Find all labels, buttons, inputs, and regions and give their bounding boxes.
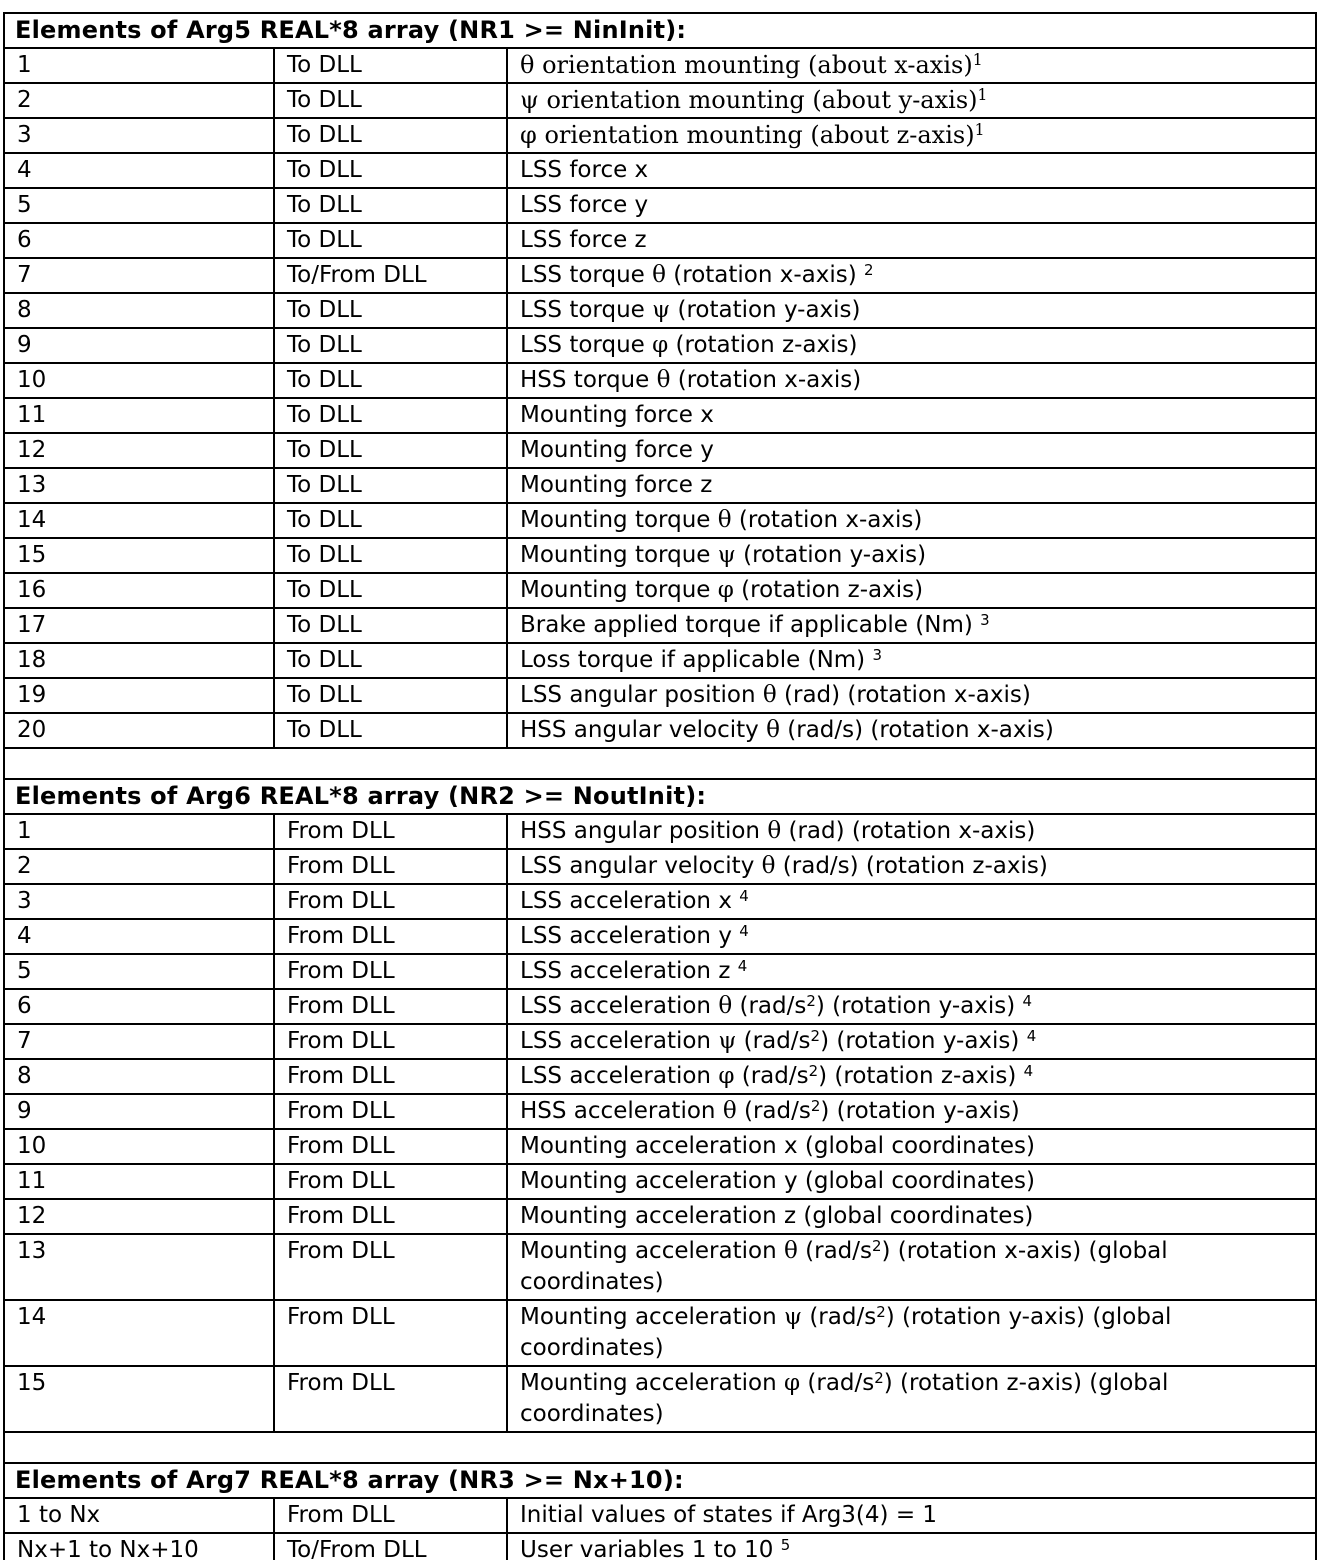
direction-cell: To DLL (274, 153, 507, 188)
description-cell: Mounting force y (507, 433, 1316, 468)
direction-cell: From DLL (274, 1498, 507, 1533)
table-row (4, 328, 1316, 363)
description-cell: Mounting acceleration x (global coordinates) (507, 1129, 1316, 1164)
direction-cell: From DLL (274, 1024, 507, 1059)
direction-cell: From DLL (274, 1300, 507, 1366)
direction-cell: To/From DLL (274, 258, 507, 293)
table-row (4, 223, 1316, 258)
element-index-cell: 15 (4, 1366, 274, 1432)
description-cell: Mounting force x (507, 398, 1316, 433)
table-row (4, 919, 1316, 954)
element-index-cell: 17 (4, 608, 274, 643)
direction-cell: To DLL (274, 573, 507, 608)
direction-cell: To DLL (274, 48, 507, 83)
description-cell: HSS angular position θ (rad) (rotation x-axis) (507, 814, 1316, 849)
table-row (4, 188, 1316, 223)
element-index-cell: 12 (4, 433, 274, 468)
table-row (4, 643, 1316, 678)
direction-cell: From DLL (274, 1094, 507, 1129)
table-row (4, 1024, 1316, 1059)
element-index-cell: 16 (4, 573, 274, 608)
direction-cell: From DLL (274, 814, 507, 849)
element-index-cell: 1 (4, 48, 274, 83)
element-index-cell: 9 (4, 1094, 274, 1129)
table-spacer-row (4, 748, 1316, 779)
description-cell: Mounting torque ψ (rotation y-axis) (507, 538, 1316, 573)
direction-cell: From DLL (274, 849, 507, 884)
table-row (4, 503, 1316, 538)
description-cell: Mounting acceleration φ $(rad/s^2)$ (rotation z-axis) (global coordinates) (507, 1366, 1316, 1432)
table-spacer-cell (4, 748, 1316, 779)
direction-cell: To DLL (274, 433, 507, 468)
table-row (4, 814, 1316, 849)
direction-cell: To DLL (274, 468, 507, 503)
table-row (4, 293, 1316, 328)
table-row (4, 118, 1316, 153)
table-row (4, 1366, 1316, 1432)
direction-cell: From DLL (274, 919, 507, 954)
description-cell: Mounting torque θ (rotation x-axis) (507, 503, 1316, 538)
description-cell: Mounting acceleration y (global coordinates) (507, 1164, 1316, 1199)
table-row (4, 1094, 1316, 1129)
description-cell: LSS acceleration θ $(rad/s^2)$ (rotation y-axis) $^4$ (507, 989, 1316, 1024)
description-cell: φ orientation mounting (about z-axis)$^1$ (507, 118, 1316, 153)
table-row (4, 954, 1316, 989)
table-row (4, 153, 1316, 188)
element-index-cell: 5 (4, 954, 274, 989)
element-index-cell: 4 (4, 153, 274, 188)
description-cell: HSS torque θ (rotation x-axis) (507, 363, 1316, 398)
description-cell: LSS force z (507, 223, 1316, 258)
direction-cell: From DLL (274, 1059, 507, 1094)
description-cell: HSS angular velocity θ (rad/s) (rotation x-axis) (507, 713, 1316, 748)
table-row (4, 83, 1316, 118)
direction-cell: From DLL (274, 1234, 507, 1300)
table-row (4, 363, 1316, 398)
description-cell: LSS force x (507, 153, 1316, 188)
element-index-cell: 19 (4, 678, 274, 713)
description-cell: Mounting acceleration z (global coordinates) (507, 1199, 1316, 1234)
element-index-cell: 13 (4, 1234, 274, 1300)
element-index-cell: 10 (4, 363, 274, 398)
table-row (4, 433, 1316, 468)
direction-cell: To DLL (274, 643, 507, 678)
description-cell: Mounting force z (507, 468, 1316, 503)
direction-cell: To/From DLL (274, 1533, 507, 1560)
element-index-cell: 3 (4, 884, 274, 919)
description-cell: LSS angular velocity θ (rad/s) (rotation z-axis) (507, 849, 1316, 884)
description-cell: HSS acceleration θ $(rad/s^2)$ (rotation y-axis) (507, 1094, 1316, 1129)
table-row (4, 1129, 1316, 1164)
element-index-cell: 14 (4, 503, 274, 538)
table-title-row (4, 13, 1316, 48)
table-title-row (4, 779, 1316, 814)
table-row (4, 1234, 1316, 1300)
element-index-cell: 18 (4, 643, 274, 678)
element-index-cell: 4 (4, 919, 274, 954)
direction-cell: From DLL (274, 884, 507, 919)
direction-cell: From DLL (274, 1129, 507, 1164)
direction-cell: From DLL (274, 1164, 507, 1199)
table-row (4, 884, 1316, 919)
table-row (4, 468, 1316, 503)
description-cell: Brake applied torque if applicable (Nm) $^3$ (507, 608, 1316, 643)
element-index-cell: 11 (4, 398, 274, 433)
element-index-cell: Nx+1 to Nx+10 (4, 1533, 274, 1560)
element-index-cell: 20 (4, 713, 274, 748)
element-index-cell: 11 (4, 1164, 274, 1199)
direction-cell: To DLL (274, 608, 507, 643)
table-row (4, 678, 1316, 713)
table-row (4, 989, 1316, 1024)
description-cell: LSS angular position θ (rad) (rotation x-axis) (507, 678, 1316, 713)
direction-cell: To DLL (274, 398, 507, 433)
element-index-cell: 6 (4, 989, 274, 1024)
description-cell: Initial values of states if Arg3(4) = 1 (507, 1498, 1316, 1533)
table-row (4, 1199, 1316, 1234)
direction-cell: To DLL (274, 83, 507, 118)
direction-cell: To DLL (274, 713, 507, 748)
element-index-cell: 14 (4, 1300, 274, 1366)
description-cell: LSS acceleration z $^4$ (507, 954, 1316, 989)
element-index-cell: 6 (4, 223, 274, 258)
element-index-cell: 15 (4, 538, 274, 573)
description-cell: Mounting acceleration θ $(rad/s^2)$ (rotation x-axis) (global coordinates) (507, 1234, 1316, 1300)
description-cell: Mounting torque φ (rotation z-axis) (507, 573, 1316, 608)
description-cell: LSS torque θ (rotation x-axis) $^2$ (507, 258, 1316, 293)
description-cell: LSS torque φ (rotation z-axis) (507, 328, 1316, 363)
element-index-cell: 8 (4, 1059, 274, 1094)
element-index-cell: 3 (4, 118, 274, 153)
dll-arrays-table-body (4, 13, 1316, 1560)
element-index-cell: 10 (4, 1129, 274, 1164)
description-cell: LSS acceleration ψ $(rad/s^2)$ (rotation y-axis) $^4$ (507, 1024, 1316, 1059)
direction-cell: From DLL (274, 1199, 507, 1234)
element-index-cell: 5 (4, 188, 274, 223)
dll-arrays-table (3, 12, 1317, 1560)
table-spacer-cell (4, 1432, 1316, 1463)
table-row (4, 1533, 1316, 1560)
element-index-cell: 2 (4, 849, 274, 884)
table-row (4, 258, 1316, 293)
description-cell: ψ orientation mounting (about y-axis)$^1$ (507, 83, 1316, 118)
table-title-row (4, 1463, 1316, 1498)
direction-cell: To DLL (274, 538, 507, 573)
description-cell: LSS force y (507, 188, 1316, 223)
direction-cell: To DLL (274, 223, 507, 258)
element-index-cell: 7 (4, 258, 274, 293)
table-row (4, 573, 1316, 608)
direction-cell: From DLL (274, 954, 507, 989)
element-index-cell: 7 (4, 1024, 274, 1059)
direction-cell: To DLL (274, 328, 507, 363)
element-index-cell: 8 (4, 293, 274, 328)
element-index-cell: 9 (4, 328, 274, 363)
direction-cell: To DLL (274, 188, 507, 223)
description-cell: Loss torque if applicable (Nm) $^3$ (507, 643, 1316, 678)
element-index-cell: 2 (4, 83, 274, 118)
description-cell: LSS acceleration y $^4$ (507, 919, 1316, 954)
table-row (4, 849, 1316, 884)
description-cell: LSS torque ψ (rotation y-axis) (507, 293, 1316, 328)
table-row (4, 713, 1316, 748)
direction-cell: To DLL (274, 293, 507, 328)
direction-cell: To DLL (274, 503, 507, 538)
table-row (4, 538, 1316, 573)
table-row (4, 1164, 1316, 1199)
element-index-cell: 1 to Nx (4, 1498, 274, 1533)
table-row (4, 1498, 1316, 1533)
table-row (4, 398, 1316, 433)
description-cell: LSS acceleration φ $(rad/s^2)$ (rotation z-axis) $^4$ (507, 1059, 1316, 1094)
table-row (4, 48, 1316, 83)
direction-cell: To DLL (274, 678, 507, 713)
table-spacer-row (4, 1432, 1316, 1463)
table-row (4, 1300, 1316, 1366)
description-cell: Mounting acceleration ψ $(rad/s^2)$ (rotation y-axis) (global coordinates) (507, 1300, 1316, 1366)
direction-cell: To DLL (274, 118, 507, 153)
table-title: Elements of Arg7 REAL*8 array (NR3 >= Nx+10): (4, 1463, 1316, 1498)
direction-cell: From DLL (274, 1366, 507, 1432)
element-index-cell: 1 (4, 814, 274, 849)
description-cell: LSS acceleration x $^4$ (507, 884, 1316, 919)
table-row (4, 608, 1316, 643)
element-index-cell: 12 (4, 1199, 274, 1234)
direction-cell: From DLL (274, 989, 507, 1024)
element-index-cell: 13 (4, 468, 274, 503)
direction-cell: To DLL (274, 363, 507, 398)
table-title: Elements of Arg5 REAL*8 array (NR1 >= NinInit): (4, 13, 1316, 48)
description-cell: User variables 1 to 10 $^5$ (507, 1533, 1316, 1560)
table-row (4, 1059, 1316, 1094)
description-cell: θ orientation mounting (about x-axis)$^1$ (507, 48, 1316, 83)
table-title: Elements of Arg6 REAL*8 array (NR2 >= NoutInit): (4, 779, 1316, 814)
